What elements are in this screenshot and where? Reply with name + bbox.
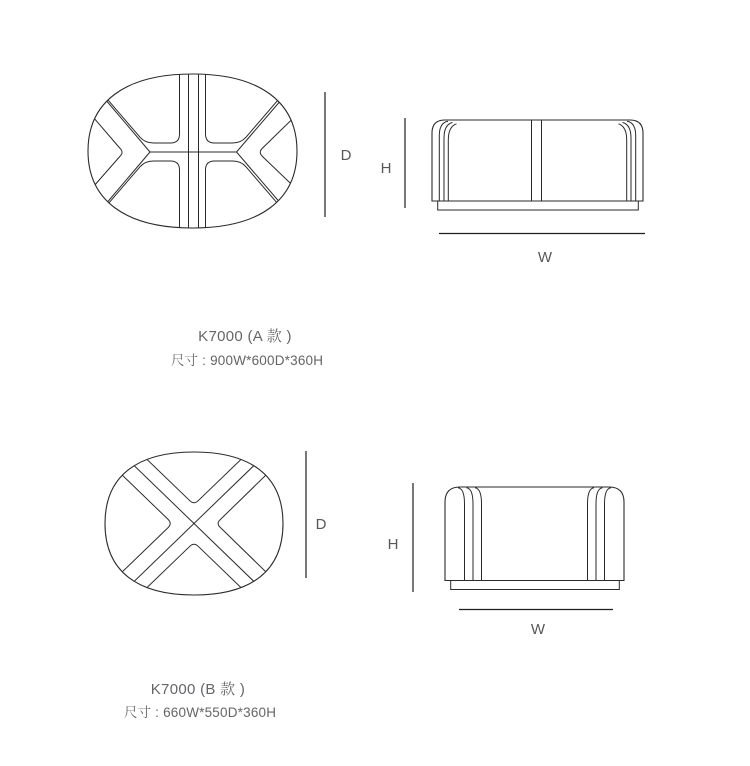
product-a-front-seams	[439, 120, 635, 201]
product-b-front-view	[413, 483, 624, 610]
product-b-size: 尺寸 : 660W*550D*360H	[123, 705, 277, 720]
product-b-name: K7000 (B 款 )	[150, 681, 246, 698]
product-b-height-label: H	[387, 536, 399, 553]
product-a-top-view	[88, 71, 325, 233]
product-b-depth-label: D	[315, 516, 327, 533]
product-a-top-outline	[88, 74, 297, 228]
product-b-top-view	[105, 444, 306, 603]
product-a-height-label: H	[380, 160, 392, 177]
product-a-depth-label: D	[340, 147, 352, 164]
product-a-seam-pattern	[90, 71, 298, 233]
product-b-seam-pattern	[111, 444, 277, 603]
product-b-front-seams	[458, 488, 611, 581]
product-a-size: 尺寸 : 900W*600D*360H	[170, 353, 324, 368]
product-a-name: K7000 (A 款 )	[198, 328, 292, 345]
product-a-width-label: W	[537, 249, 553, 266]
product-b-width-label: W	[530, 621, 546, 638]
product-a-front-body	[432, 120, 643, 201]
product-a-front-view	[405, 118, 645, 234]
product-b-front-body	[445, 487, 624, 581]
product-a-base-plinth	[438, 201, 639, 210]
product-b-base-plinth	[451, 581, 620, 590]
